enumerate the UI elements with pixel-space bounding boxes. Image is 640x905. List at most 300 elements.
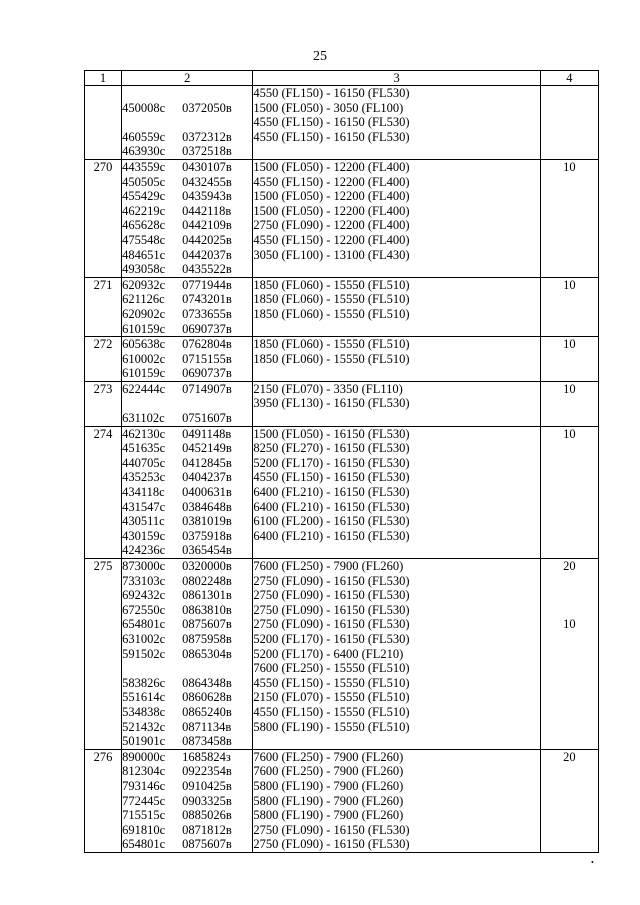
- longitude-value: 0435522в: [182, 262, 232, 277]
- longitude-value: 0714907в: [182, 381, 232, 396]
- latitude-value: 631102с: [122, 411, 165, 426]
- altitude-range: 2750 (FL090) - 16150 (FL530): [253, 837, 410, 852]
- value-line: [541, 115, 598, 130]
- latitude-value: 462130с: [122, 426, 166, 441]
- latitude-value: 450008с: [122, 100, 166, 115]
- coordinate-line: [122, 588, 252, 603]
- row-number: 276: [85, 749, 122, 852]
- value-line: [541, 262, 598, 277]
- coordinate-line: [122, 218, 252, 233]
- altitude-range: 7600 (FL250) - 7900 (FL260): [253, 764, 404, 779]
- latitude-value: 435253с: [122, 470, 166, 485]
- value-line: [541, 808, 598, 823]
- coordinates-cell: [122, 426, 253, 558]
- coordinate-line: [122, 204, 252, 219]
- longitude-value: 0875607в: [182, 837, 232, 852]
- table-row: [85, 277, 599, 336]
- altitude-range: 1850 (FL060) - 15550 (FL510): [253, 277, 410, 292]
- value-line: [541, 734, 598, 749]
- altitude-range: 2750 (FL090) - 16150 (FL530): [253, 602, 410, 617]
- coordinate-line: [122, 441, 252, 456]
- coordinate-line: [122, 278, 252, 293]
- latitude-value: 450505с: [122, 174, 166, 189]
- altitude-range: 7600 (FL250) - 7900 (FL260): [253, 749, 404, 764]
- coordinate-line: [122, 808, 252, 823]
- coordinate-line: [122, 456, 252, 471]
- coordinates-cell: [122, 559, 253, 750]
- value-line: 10: [563, 337, 576, 352]
- value-line: [541, 661, 598, 676]
- altitude-range: 4550 (FL150) - 16150 (FL530): [253, 129, 410, 144]
- value-line: [541, 292, 598, 307]
- value-line: [541, 690, 598, 705]
- value-line: [541, 705, 598, 720]
- longitude-value: 0871812в: [182, 822, 232, 837]
- coordinate-line: [122, 676, 252, 691]
- longitude-value: 0910425в: [182, 778, 232, 793]
- value-cell: [540, 559, 598, 750]
- altitude-range: 5800 (FL190) - 7900 (FL260): [253, 778, 404, 793]
- latitude-value: 521432с: [122, 719, 166, 734]
- table-row: [85, 86, 599, 160]
- longitude-value: 0771944в: [182, 277, 232, 292]
- longitude-value: 0690737в: [182, 321, 232, 336]
- coordinate-line: [122, 248, 252, 263]
- coordinate-line: [122, 160, 252, 175]
- longitude-value: 0375918в: [182, 528, 232, 543]
- altitude-range: 7600 (FL250) - 15550 (FL510): [253, 661, 410, 676]
- coordinate-line: [122, 632, 252, 647]
- value-line: [541, 233, 598, 248]
- longitude-value: 0863810в: [182, 602, 232, 617]
- latitude-value: 654801с: [122, 837, 166, 852]
- altitude-range: 5200 (FL170) - 6400 (FL210): [253, 646, 404, 661]
- altitude-range: 4550 (FL150) - 16150 (FL530): [253, 115, 410, 130]
- coordinate-line: [122, 144, 252, 159]
- longitude-value: 0400631в: [182, 485, 232, 500]
- value-line: [541, 543, 598, 558]
- altitude-range-cell: [253, 749, 541, 852]
- altitude-range: 1850 (FL060) - 15550 (FL510): [253, 306, 410, 321]
- altitude-range: 5800 (FL190) - 7900 (FL260): [253, 793, 404, 808]
- table-row: [85, 559, 599, 750]
- coordinate-line: [122, 337, 252, 352]
- longitude-value: 0864348в: [182, 675, 232, 690]
- coordinate-line: [122, 130, 252, 145]
- longitude-value: 0384648в: [182, 499, 232, 514]
- coordinate-line: [122, 750, 252, 765]
- altitude-range: 4550 (FL150) - 12200 (FL400): [253, 174, 410, 189]
- longitude-value: 0873458в: [182, 734, 232, 749]
- longitude-value: 0922354в: [182, 764, 232, 779]
- latitude-value: 654801с: [122, 617, 166, 632]
- coordinates-cell: [122, 86, 253, 160]
- latitude-value: 430159с: [122, 528, 166, 543]
- header-col-2: 2: [122, 71, 253, 86]
- altitude-range: 2150 (FL070) - 3350 (FL110): [253, 381, 403, 396]
- header-col-3: 3: [253, 71, 541, 86]
- longitude-value: 0861301в: [182, 588, 232, 603]
- value-line: [541, 485, 598, 500]
- altitude-range: 2750 (FL090) - 12200 (FL400): [253, 218, 410, 233]
- value-line: [541, 823, 598, 838]
- latitude-value: 551614с: [122, 690, 166, 705]
- longitude-value: 0432455в: [182, 174, 232, 189]
- row-number: 272: [85, 337, 122, 382]
- longitude-value: 0860628в: [182, 690, 232, 705]
- longitude-value: 0762804в: [182, 337, 232, 352]
- longitude-value: 0381019в: [182, 514, 232, 529]
- longitude-value: 0875607в: [182, 617, 232, 632]
- row-number: 271: [85, 277, 122, 336]
- altitude-range: 8250 (FL270) - 16150 (FL530): [253, 441, 410, 456]
- coordinates-cell: [122, 381, 253, 426]
- longitude-value: 0442118в: [182, 203, 232, 218]
- coordinates-table: [84, 70, 599, 853]
- altitude-range-cell: [253, 277, 541, 336]
- value-line: [541, 588, 598, 603]
- latitude-value: 610159с: [122, 321, 166, 336]
- coordinate-line: [122, 764, 252, 779]
- value-line: [541, 411, 598, 426]
- value-line: [541, 130, 598, 145]
- value-line: [541, 352, 598, 367]
- altitude-range: 4550 (FL150) - 15550 (FL510): [253, 704, 410, 719]
- altitude-range: [253, 734, 540, 749]
- latitude-value: 440705с: [122, 455, 166, 470]
- altitude-range: 2750 (FL090) - 16150 (FL530): [253, 822, 410, 837]
- value-line: [541, 144, 598, 159]
- altitude-range: 4550 (FL150) - 16150 (FL530): [253, 86, 410, 100]
- value-line: 10: [563, 426, 576, 441]
- longitude-value: 0320000в: [182, 559, 232, 573]
- latitude-value: 692432с: [122, 588, 166, 603]
- value-cell: [540, 159, 598, 277]
- altitude-range: 6400 (FL210) - 16150 (FL530): [253, 528, 410, 543]
- altitude-range: [253, 543, 540, 558]
- altitude-range: 1500 (FL050) - 12200 (FL400): [253, 189, 410, 204]
- value-line: [541, 189, 598, 204]
- longitude-value: 0442037в: [182, 247, 232, 262]
- latitude-value: 534838с: [122, 704, 166, 719]
- coordinate-line: [122, 382, 252, 397]
- coordinate-line: [122, 823, 252, 838]
- value-line: [541, 676, 598, 691]
- altitude-range: 1850 (FL060) - 15550 (FL510): [253, 351, 410, 366]
- altitude-range: 2150 (FL070) - 15550 (FL510): [253, 690, 410, 705]
- latitude-value: 434118с: [122, 485, 165, 500]
- longitude-value: 1685824з: [182, 749, 231, 764]
- value-line: [541, 529, 598, 544]
- altitude-range: 4550 (FL150) - 15550 (FL510): [253, 675, 410, 690]
- longitude-value: 0372518в: [182, 144, 232, 159]
- value-line: [541, 574, 598, 589]
- altitude-range: [253, 411, 540, 426]
- altitude-range: 1500 (FL050) - 12200 (FL400): [253, 159, 410, 174]
- altitude-range: 4550 (FL150) - 12200 (FL400): [253, 232, 410, 247]
- longitude-value: 0491148в: [182, 426, 232, 441]
- coordinate-line: [122, 779, 252, 794]
- altitude-range: 1500 (FL050) - 12200 (FL400): [253, 203, 410, 218]
- latitude-value: 620902с: [122, 306, 166, 321]
- altitude-range-cell: [253, 86, 541, 160]
- altitude-range: 3050 (FL100) - 13100 (FL430): [253, 247, 410, 262]
- coordinate-line: [122, 559, 252, 574]
- page-number: 25: [313, 49, 327, 64]
- altitude-range: 2750 (FL090) - 16150 (FL530): [253, 573, 410, 588]
- altitude-range: 2750 (FL090) - 16150 (FL530): [253, 617, 410, 632]
- altitude-range: 5800 (FL190) - 7900 (FL260): [253, 808, 404, 823]
- value-line: [541, 322, 598, 337]
- latitude-value: 621126с: [122, 292, 165, 307]
- coordinate-line: [122, 396, 252, 411]
- value-line: [541, 307, 598, 322]
- altitude-range: 6100 (FL200) - 16150 (FL530): [253, 514, 410, 529]
- latitude-value: 424236с: [122, 543, 166, 558]
- value-line: [541, 764, 598, 779]
- latitude-value: 465628с: [122, 218, 166, 233]
- longitude-value: 0903325в: [182, 793, 232, 808]
- row-number: 274: [85, 426, 122, 558]
- latitude-value: 583826с: [122, 675, 166, 690]
- coordinate-line: [122, 720, 252, 735]
- value-line: [541, 86, 598, 101]
- longitude-value: 0452149в: [182, 441, 232, 456]
- value-line: [541, 632, 598, 647]
- altitude-range: 3950 (FL130) - 16150 (FL530): [253, 396, 410, 411]
- coordinate-line: [122, 233, 252, 248]
- coordinate-line: [122, 322, 252, 337]
- altitude-range-cell: [253, 381, 541, 426]
- value-line: [541, 248, 598, 263]
- latitude-value: 463930с: [122, 144, 166, 159]
- coordinate-line: [122, 734, 252, 749]
- latitude-value: 715515с: [122, 808, 166, 823]
- longitude-value: 0885026в: [182, 808, 232, 823]
- value-line: 10: [563, 381, 576, 396]
- latitude-value: 443559с: [122, 159, 166, 174]
- value-line: [541, 366, 598, 381]
- altitude-range: [253, 322, 540, 337]
- coordinate-line: [122, 617, 252, 632]
- coordinate-line: [122, 352, 252, 367]
- latitude-value: 493058с: [122, 262, 166, 277]
- altitude-range: 5800 (FL190) - 15550 (FL510): [253, 719, 410, 734]
- latitude-value: 622444с: [122, 381, 166, 396]
- latitude-value: 672550с: [122, 602, 166, 617]
- header-row: [85, 71, 599, 86]
- value-line: [541, 794, 598, 809]
- coordinate-line: [122, 647, 252, 662]
- latitude-value: 431547с: [122, 499, 166, 514]
- latitude-value: 484651с: [122, 247, 166, 262]
- longitude-value: 0733655в: [182, 306, 232, 321]
- coordinates-cell: [122, 159, 253, 277]
- coordinate-line: [122, 837, 252, 852]
- longitude-value: 0442025в: [182, 232, 232, 247]
- coordinate-line: [122, 86, 252, 101]
- latitude-value: 793146с: [122, 778, 166, 793]
- table-row: [85, 749, 599, 852]
- value-line: [541, 204, 598, 219]
- altitude-range: 1500 (FL050) - 3050 (FL100): [253, 100, 404, 115]
- value-line: [541, 779, 598, 794]
- longitude-value: 0372050в: [182, 100, 232, 115]
- altitude-range: 5200 (FL170) - 16150 (FL530): [253, 631, 410, 646]
- longitude-value: 0875958в: [182, 631, 232, 646]
- row-number: 273: [85, 381, 122, 426]
- latitude-value: 772445с: [122, 793, 166, 808]
- value-line: [541, 603, 598, 618]
- row-number: 270: [85, 159, 122, 277]
- value-line: [541, 720, 598, 735]
- value-line: [541, 396, 598, 411]
- latitude-value: 430511с: [122, 514, 165, 529]
- longitude-value: 0865240в: [182, 704, 232, 719]
- coordinate-line: [122, 175, 252, 190]
- coordinate-line: [122, 543, 252, 558]
- altitude-range: [253, 144, 540, 159]
- latitude-value: 455429с: [122, 189, 166, 204]
- coordinate-line: [122, 411, 252, 426]
- end-mark: •: [591, 858, 594, 867]
- longitude-value: 0372312в: [182, 129, 232, 144]
- table-row: [85, 426, 599, 558]
- latitude-value: 591502с: [122, 646, 166, 661]
- value-cell: [540, 337, 598, 382]
- value-line: 10: [563, 159, 576, 174]
- altitude-range-cell: [253, 559, 541, 750]
- coordinate-line: [122, 292, 252, 307]
- value-line: 20: [563, 749, 576, 764]
- altitude-range: 1850 (FL060) - 15550 (FL510): [253, 292, 410, 307]
- latitude-value: 631002с: [122, 631, 166, 646]
- longitude-value: 0365454в: [182, 543, 232, 558]
- longitude-value: 0715155в: [182, 351, 232, 366]
- longitude-value: 0430107в: [182, 159, 232, 174]
- latitude-value: 451635с: [122, 441, 166, 456]
- coordinate-line: [122, 514, 252, 529]
- altitude-range: 2750 (FL090) - 16150 (FL530): [253, 588, 410, 603]
- latitude-value: 620932с: [122, 277, 166, 292]
- coordinate-line: [122, 262, 252, 277]
- altitude-range: 1500 (FL050) - 16150 (FL530): [253, 426, 410, 441]
- latitude-value: 462219с: [122, 203, 166, 218]
- longitude-value: 0871134в: [182, 719, 232, 734]
- latitude-value: 605638с: [122, 337, 166, 352]
- coordinate-line: [122, 485, 252, 500]
- coordinates-cell: [122, 277, 253, 336]
- coordinate-line: [122, 661, 252, 676]
- value-line: [541, 647, 598, 662]
- value-line: 10: [563, 277, 576, 292]
- value-cell: [540, 749, 598, 852]
- table-row: [85, 159, 599, 277]
- altitude-range: [253, 262, 540, 277]
- table-row: [85, 381, 599, 426]
- coordinate-line: [122, 115, 252, 130]
- longitude-value: 0690737в: [182, 366, 232, 381]
- coordinates-cell: [122, 749, 253, 852]
- altitude-range: 4550 (FL150) - 16150 (FL530): [253, 470, 410, 485]
- header-col-1: 1: [85, 71, 122, 86]
- value-line: [541, 175, 598, 190]
- table-row: [85, 337, 599, 382]
- longitude-value: 0442109в: [182, 218, 232, 233]
- latitude-value: 812304с: [122, 764, 166, 779]
- latitude-value: 691810с: [122, 822, 166, 837]
- coordinate-line: [122, 366, 252, 381]
- header-col-4: 4: [540, 71, 598, 86]
- coordinate-line: [122, 307, 252, 322]
- longitude-value: 0404237в: [182, 470, 232, 485]
- altitude-range: 7600 (FL250) - 7900 (FL260): [253, 559, 404, 573]
- value-line: 10: [563, 617, 576, 632]
- value-line: [541, 101, 598, 116]
- coordinate-line: [122, 794, 252, 809]
- latitude-value: 501901с: [122, 734, 166, 749]
- coordinate-line: [122, 603, 252, 618]
- value-cell: [540, 86, 598, 160]
- coordinate-line: [122, 427, 252, 442]
- value-cell: [540, 381, 598, 426]
- value-cell: [540, 426, 598, 558]
- coordinate-line: [122, 705, 252, 720]
- coordinate-line: [122, 189, 252, 204]
- coordinate-line: [122, 690, 252, 705]
- value-line: [541, 456, 598, 471]
- altitude-range: 6400 (FL210) - 16150 (FL530): [253, 499, 410, 514]
- row-number: 275: [85, 559, 122, 750]
- altitude-range: 6400 (FL210) - 16150 (FL530): [253, 485, 410, 500]
- coordinates-cell: [122, 337, 253, 382]
- value-line: 20: [563, 559, 576, 573]
- altitude-range: 5200 (FL170) - 16150 (FL530): [253, 455, 410, 470]
- latitude-value: 460559с: [122, 129, 166, 144]
- value-cell: [540, 277, 598, 336]
- latitude-value: 733103с: [122, 573, 166, 588]
- coordinate-line: [122, 574, 252, 589]
- altitude-range: [253, 366, 540, 381]
- row-number: [85, 86, 122, 160]
- altitude-range-cell: [253, 337, 541, 382]
- value-line: [541, 500, 598, 515]
- altitude-range: 1850 (FL060) - 15550 (FL510): [253, 337, 410, 352]
- value-line: [541, 218, 598, 233]
- value-line: [541, 470, 598, 485]
- longitude-value: 0743201в: [182, 292, 232, 307]
- longitude-value: 0751607в: [182, 411, 232, 426]
- latitude-value: 890000с: [122, 749, 166, 764]
- longitude-value: 0412845в: [182, 455, 232, 470]
- altitude-range-cell: [253, 159, 541, 277]
- latitude-value: 475548с: [122, 232, 166, 247]
- latitude-value: 610159с: [122, 366, 166, 381]
- value-line: [541, 514, 598, 529]
- altitude-range-cell: [253, 426, 541, 558]
- longitude-value: 0865304в: [182, 646, 232, 661]
- longitude-value: 0802248в: [182, 573, 232, 588]
- value-line: [541, 837, 598, 852]
- coordinate-line: [122, 529, 252, 544]
- longitude-value: 0435943в: [182, 189, 232, 204]
- coordinate-line: [122, 470, 252, 485]
- coordinate-line: [122, 101, 252, 116]
- value-line: [541, 441, 598, 456]
- coordinate-line: [122, 500, 252, 515]
- latitude-value: 610002с: [122, 351, 166, 366]
- latitude-value: 873000с: [122, 559, 166, 573]
